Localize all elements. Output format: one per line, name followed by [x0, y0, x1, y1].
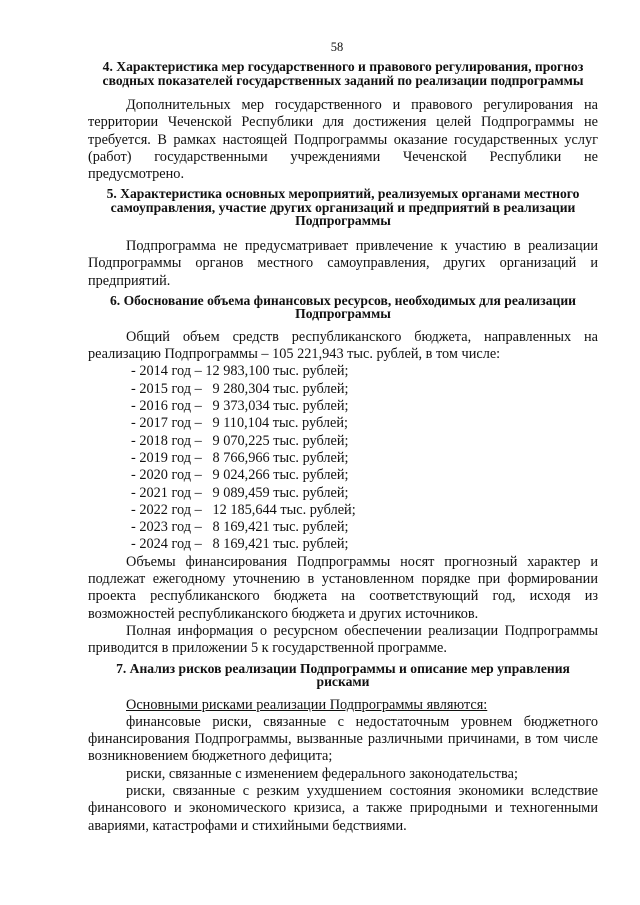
- risk-paragraph-2: риски, связанные с изменением федерального законодательства;: [126, 765, 518, 782]
- section-6-paragraph-2: Объемы финансирования Подпрограммы носят прогнозный характер и подлежат ежегодному уточнению в установленном порядке при формировании проекта республиканского бюджета на соответствующий год, исходя из возможностей республиканского бюджета и других источников.: [88, 553, 598, 622]
- section-6-paragraph-3: Полная информация о ресурсном обеспечении реализации Подпрограммы приводится в приложении 5 к государственной программе.: [88, 622, 598, 657]
- page-number: 58: [330, 40, 344, 54]
- section-6-intro: Общий объем средств республиканского бюджета, направленных на реализацию Подпрограммы – 105 221,943 тыс. рублей, в том числе:: [88, 328, 598, 363]
- list-item: - 2021 год – 9 089,459 тыс. рублей;: [131, 484, 349, 501]
- list-item: - 2016 год – 9 373,034 тыс. рублей;: [131, 398, 349, 415]
- section-7-heading: 7. Анализ рисков реализации Подпрограммы и описание мер управления рисками: [116, 660, 570, 690]
- section-5-heading: 5. Характеристика основных мероприятий, реализуемых органами местного самоуправления, участие других организаций и предприятий в реализации Подпрограммы: [106, 186, 580, 229]
- yearly-funding-list: [88, 363, 598, 553]
- risk-paragraph-3: риски, связанные с резким ухудшением состояния экономики вследствие финансового и экономического кризиса, а также природными и техногенными авариями, катастрофами и стихийными бедствиями.: [88, 783, 598, 834]
- section-7-lead: Основными рисками реализации Подпрограммы являются:: [126, 696, 488, 713]
- list-item: - 2019 год – 8 766,966 тыс. рублей;: [131, 449, 349, 466]
- list-item: - 2022 год – 12 185,644 тыс. рублей;: [131, 501, 356, 518]
- list-item: - 2014 год – 12 983,100 тыс. рублей;: [131, 363, 349, 380]
- risk-paragraph-1: финансовые риски, связанные с недостаточным уровнем бюджетного финансирования Подпрограммы, вызванные различными причинами, в том числе возникновением бюджетного дефицита;: [88, 713, 598, 765]
- section-5-paragraph: Подпрограмма не предусматривает привлечение к участию в реализации Подпрограммы органов местного самоуправления, других организаций и предприятий.: [88, 237, 598, 289]
- list-item: - 2018 год – 9 070,225 тыс. рублей;: [131, 432, 349, 449]
- section-4-heading: 4. Характеристика мер государственного и правового регулирования, прогноз сводных показателей государственных заданий по реализации подпрограммы: [102, 59, 584, 88]
- list-item: - 2015 год – 9 280,304 тыс. рублей;: [131, 380, 349, 397]
- list-item: - 2020 год – 9 024,266 тыс. рублей;: [131, 467, 349, 484]
- section-6-heading: 6. Обоснование объема финансовых ресурсов, необходимых для реализации Подпрограммы: [109, 292, 577, 322]
- document-page: [88, 40, 598, 835]
- list-item: - 2024 год – 8 169,421 тыс. рублей;: [131, 536, 349, 553]
- section-4-paragraph: Дополнительных мер государственного и правового регулирования на территории Чеченской Республики для достижения целей Подпрограммы не требуется. В рамках настоящей Подпрограммы оказание государственных услуг (работ) государственными учреждениями Чеченской Республики не предусмотрено.: [88, 97, 598, 183]
- list-item: - 2017 год – 9 110,104 тыс. рублей;: [131, 415, 348, 432]
- list-item: - 2023 год – 8 169,421 тыс. рублей;: [131, 519, 349, 536]
